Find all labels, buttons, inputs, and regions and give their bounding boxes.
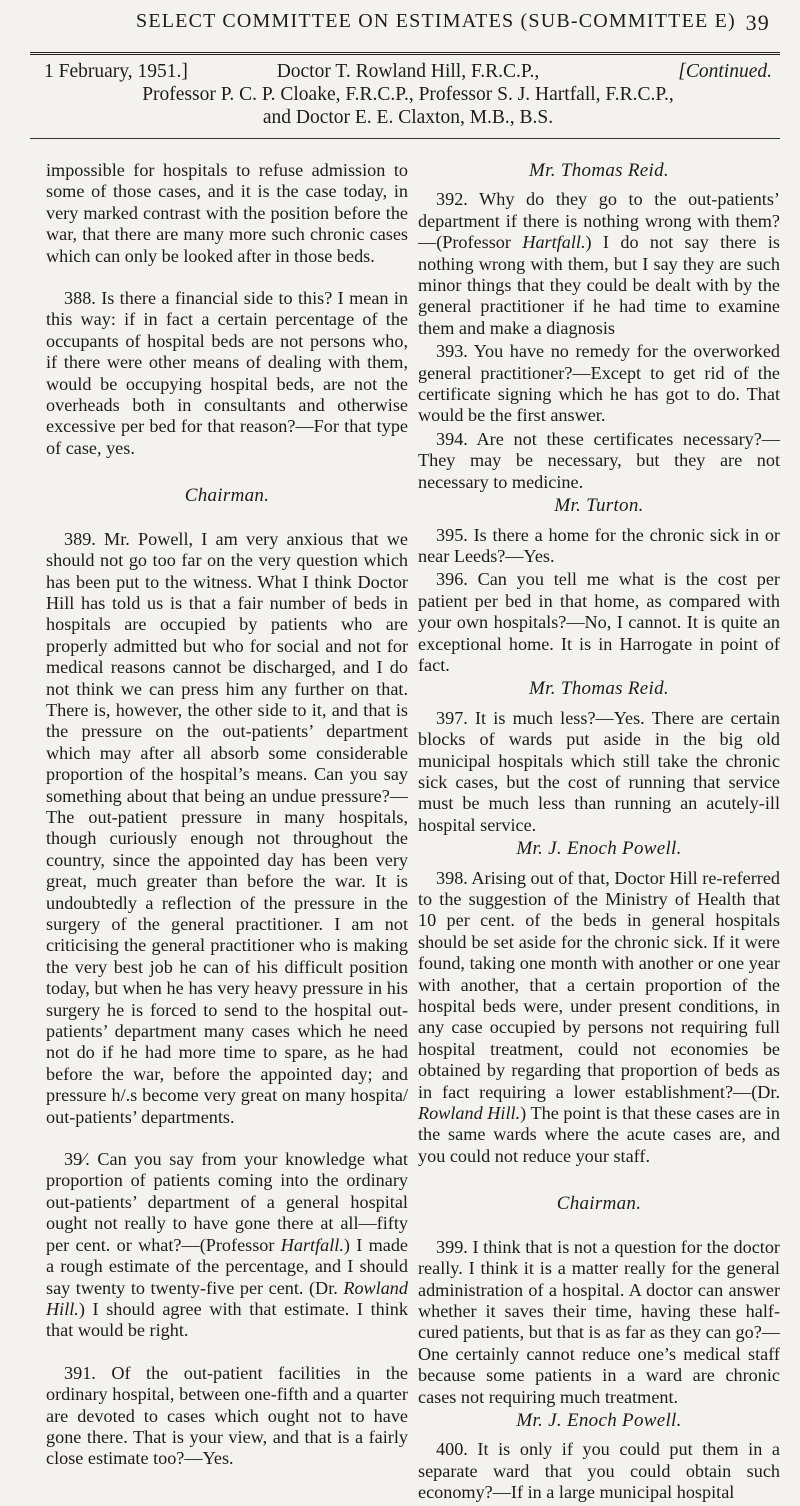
question-397: 397. It is much less?—Yes. There are certain blocks of wards put aside in the big old municipal hospitals which still take the chronic sick cases, but the cost of running that service must be much less than running an acutely-ill hospital service. bbox=[418, 707, 780, 835]
witnesses-line-3: and Doctor E. E. Claxton, M.B., B.S. bbox=[262, 107, 554, 128]
speaker-heading: Mr. J. Enoch Powell. bbox=[516, 1409, 682, 1431]
witnesses-line-1: Doctor T. Rowland Hill, F.R.C.P., bbox=[276, 61, 540, 82]
speaker-heading: Chairman. bbox=[556, 1193, 642, 1215]
continued-marker: [Continued. bbox=[678, 61, 772, 82]
sitting-date: 1 February, 1951.] bbox=[44, 61, 188, 82]
paragraph-continued: impossible for hospitals to refuse admission to some of those cases, and it is the case today, in very marked contrast with the position before the war, that there are many more such chronic cases which can only be looked after in those beds. bbox=[46, 160, 408, 266]
running-title: SELECT COMMITTEE ON ESTIMATES (SUB-COMMITTEE E) bbox=[136, 10, 736, 32]
speaker-heading: Chairman. bbox=[184, 485, 270, 507]
page-number: 39 bbox=[745, 10, 770, 35]
question-391: 391. Of the out-patient facilities in the ordinary hospital, between one-fifth and a quarter are devoted to cases which ought not to have gone there. That is your view, and that is a fairly close estimate too?—Yes. bbox=[46, 1362, 408, 1469]
question-396: 396. Can you tell me what is the cost per patient per bed in that home, as compared with your own hospitals?—No, I cannot. It is quite an exceptional home. It is in Harrogate in point of fact. bbox=[418, 569, 780, 675]
question-399: 399. I think that is not a question for the doctor really. I think it is a matter really for the general administration of a hospital. A doctor can answer whether it saves their time, having these half-cured patients, but that is as far as they can go?—One certainly cannot reduce one’s medical staff because some patients in a ward are chronic cases not requiring much treatment. bbox=[418, 1236, 780, 1407]
witnesses-line-2: Professor P. C. P. Cloake, F.R.C.P., Professor S. J. Hartfall, F.R.C.P., bbox=[142, 84, 674, 105]
witness-rule bbox=[30, 138, 780, 139]
speaker-heading: Mr. Thomas Reid. bbox=[529, 160, 669, 181]
question-400: 400. It is only if you could put them in a separate ward that you could obtain such economy?—If in a large municipal hospital bbox=[418, 1439, 780, 1503]
speaker-heading: Mr. Turton. bbox=[554, 495, 644, 517]
question-389: 389. Mr. Powell, I am very anxious that we should not go too far on the very question which has been put to the witness. What I think Doctor Hill has told us is that a fair number of beds in hospitals are occupied by patients who are properly admitted but who for social and not for medical reasons cannot be discharged, and I do not think we can press him any further on that. There is, however, the other side to it, and that is the pressure on the out-patients’ department which may after all absorb some considerable proportion of the hospital’s means. Can you say something about that being an undue pressure?—The out-patient pressure in many hospitals, though curiously enough not throughout the country, since the appointed day has been very great, much greater than before the war. It is undoubtedly a reflection of the pressure in the surgery of the general practitioner. I am not criticising the general practitioner who is making the very best job he can of his difficult position today, but when he has very heavy pressure in his surgery he is forced to send to the hospital out-patients’ department many cases which he need not do if he had more time to spare, as he had before the war, before the appointed day; and pressure h/.s become very great on many hospita/ out-patients’ departments. bbox=[46, 528, 408, 1127]
left-column bbox=[46, 160, 408, 1491]
speaker-heading: Mr. Thomas Reid. bbox=[529, 678, 669, 700]
speaker-heading: Mr. J. Enoch Powell. bbox=[516, 838, 682, 860]
right-column bbox=[418, 160, 780, 1506]
header-rule bbox=[30, 52, 780, 55]
question-388: 388. Is there a financial side to this? I mean in this way: if in fact a certain percentage of the occupants of hospital beds are not persons who, if there were other means of dealing with them, would be occupying hospital beds, are not the overheads both in consultants and otherwise excessive per bed for that reason?—For that type of case, yes. bbox=[46, 288, 408, 458]
question-390: 39⁄. Can you say from your knowledge what proportion of patients coming into the ordinary out-patients’ department of a general hospital ought not really to have gone there at all—fifty per cent. or what?—(Professor Hartfall.) I made a rough estimate of the percentage, and I should say twenty to twenty-five per cent. (Dr. Rowland Hill.) I should agree with that estimate. I think that would be right. bbox=[46, 1149, 408, 1341]
question-393: 393. You have no remedy for the overworked general practitioner?—Except to get rid of the certificate signing which he has got to do. That would be the first answer. bbox=[418, 341, 780, 426]
question-392: 392. Why do they go to the out-patients’ department if there is nothing wrong with them?—(Professor Hartfall.) I do not say there is nothing wrong with them, but I say they are such minor things that they could be dealt with by the general practitioner if he had time to examine them and make a diagnosis bbox=[418, 189, 781, 338]
witness-heading bbox=[44, 60, 772, 129]
question-394: 394. Are not these certificates necessary?—They may be necessary, but they are not necessary to medicine. bbox=[418, 428, 780, 492]
question-398: 398. Arising out of that, Doctor Hill re-referred to the suggestion of the Ministry of Health that 10 per cent. of the beds in general hospitals should be set aside for the chronic sick. If it were found, taking one month with another or one year with another, that a certain proportion of the hospital beds were, under present conditions, in any case occupied by persons not requiring full hospital treatment, could not economies be obtained by regarding that proportion of beds as in fact requiring a lower establishment?—(Dr. Rowland Hill.) The point is that these cases are in the same wards where the acute cases are, and you could not reduce your staff. bbox=[418, 867, 780, 1166]
question-395: 395. Is there a home for the chronic sick in or near Leeds?—Yes. bbox=[418, 524, 780, 566]
